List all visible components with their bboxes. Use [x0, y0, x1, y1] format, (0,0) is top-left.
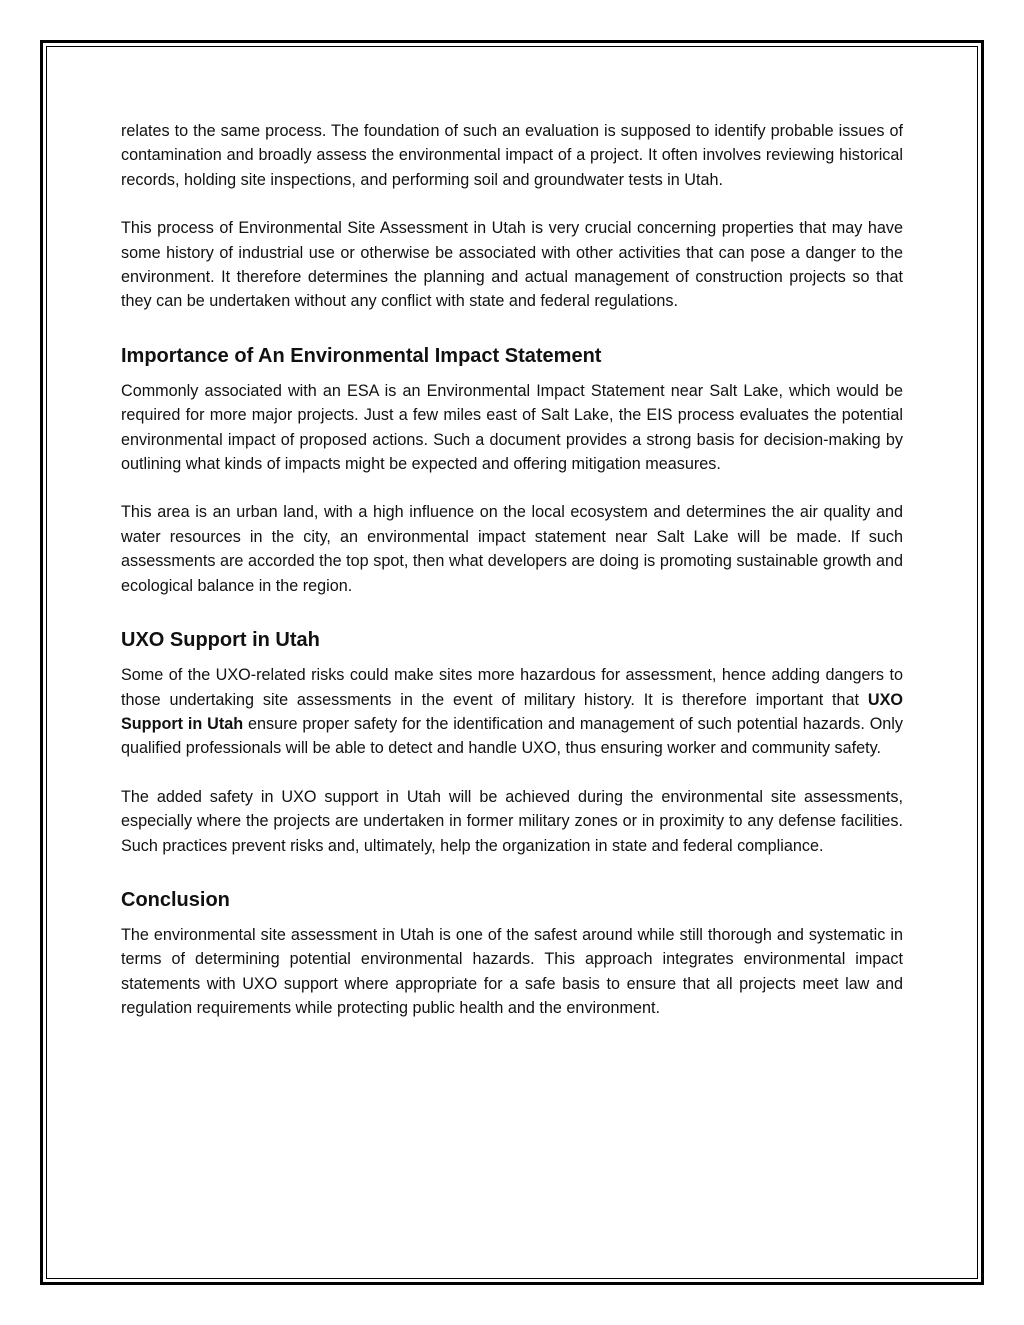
intro-paragraph-2: This process of Environmental Site Assessment in Utah is very crucial concerning properties that may have some history of industrial use or otherwise be associated with other activities that can pose a danger to the environment. It therefore determines the planning and actual management of construction projects so that they can be undertaken without any conflict with state and federal regulations.: [121, 219, 903, 311]
document-body: [121, 119, 903, 1021]
eis-paragraph-1: Commonly associated with an ESA is an Environmental Impact Statement near Salt Lake, which would be required for more major projects. Just a few miles east of Salt Lake, the EIS process evaluates the potential environmental impact of proposed actions. Such a document provides a strong basis for decision-making by outlining what kinds of impacts might be expected and offering mitigation measures.: [121, 381, 903, 474]
uxo-paragraph-1-start: Some of the UXO-related risks could make sites more hazardous for assessment, hence adding dangers to those undertaking site assessments in the event of military history. It is therefore important that: [121, 666, 903, 709]
intro-paragraph-1: relates to the same process. The foundation of such an evaluation is supposed to identify probable issues of contamination and broadly assess the environmental impact of a project. It often involves reviewing historical records, holding site inspections, and performing soil and groundwater tests in Utah.: [121, 122, 903, 189]
uxo-paragraph-2: The added safety in UXO support in Utah will be achieved during the environmental site assessments, especially where the projects are undertaken in former military zones or in proximity to any defense facilities. Such practices prevent risks and, ultimately, help the organization in state and federal compliance.: [121, 787, 903, 855]
eis-paragraph-2: This area is an urban land, with a high influence on the local ecosystem and determines the air quality and water resources in the city, an environmental impact statement near Salt Lake will be made. If such assessments are accorded the top spot, then what developers are doing is promoting sustainable growth and ecological balance in the region.: [121, 503, 903, 595]
uxo-heading: UXO Support in Utah: [121, 629, 320, 652]
uxo-paragraph-1: [121, 663, 903, 761]
uxo-paragraph-1-end: ensure proper safety for the identification and management of such potential hazards. Only qualified professionals will be able to detect and handle UXO, thus ensuring worker and community safety.: [121, 714, 904, 758]
conclusion-paragraph: The environmental site assessment in Utah is one of the safest around while still thorough and systematic in terms of determining potential environmental hazards. This approach integrates environmental impact statements with UXO support where appropriate for a safe basis to ensure that all projects meet law and regulation requirements while protecting public health and the environment.: [121, 925, 903, 1018]
uxo-support-bold-text: UXO Support in Utah: [121, 690, 903, 733]
eis-heading: Importance of An Environmental Impact Statement: [121, 344, 602, 367]
conclusion-heading: Conclusion: [121, 888, 230, 911]
